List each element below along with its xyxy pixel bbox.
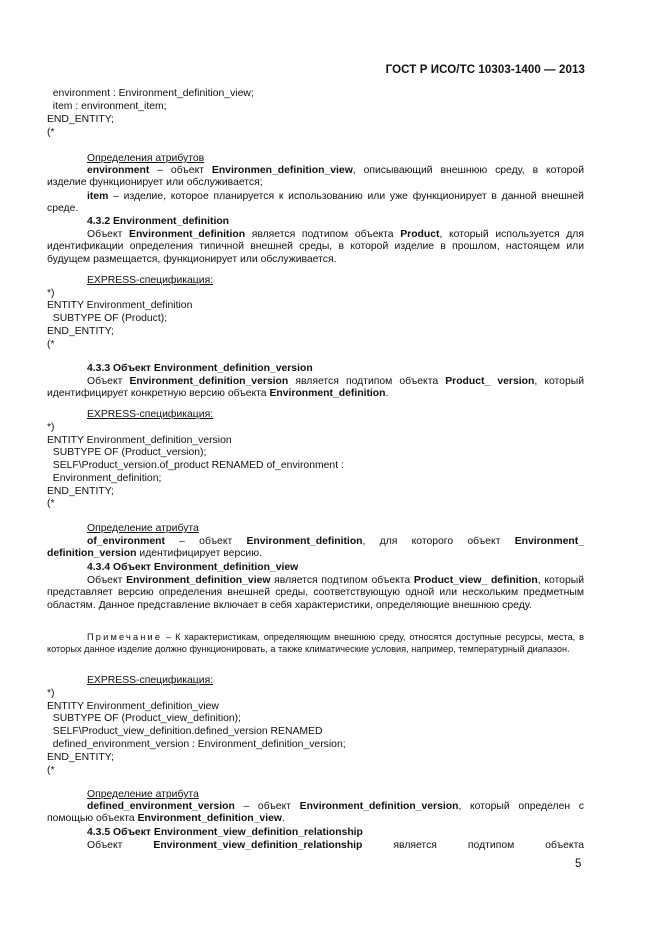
entity-ref: Environment_definition — [246, 536, 363, 547]
section-paragraph — [47, 229, 584, 266]
express-spec-label: EXPRESS-спецификация: — [87, 409, 214, 420]
section-title-4-3-2: 4.3.2 Environment_definition — [87, 216, 230, 227]
section-title-4-3-5: 4.3.5 Объект Environment_view_definition_relationship — [87, 827, 363, 838]
express-spec-label: EXPRESS-спецификация: — [87, 675, 214, 686]
code-line: SUBTYPE OF (Product_view_definition); — [47, 713, 242, 724]
code-line: END_ENTITY; — [47, 326, 114, 337]
note-label: Примечание — [87, 632, 163, 642]
entity-ref: Product — [400, 229, 440, 240]
note-text: – К характеристикам, определяющим внешнюю среду, относятся доступные ресурсы, места, в которых данное изделие должно функционировать, а также климатические условия, например, температурный диапазон. — [47, 632, 584, 654]
text-fragment: является подтипом объекта — [288, 376, 446, 387]
text-fragment: , описывающий внешнюю среду, в которой изделие функционирует или обслуживается; — [47, 165, 584, 189]
entity-name: Environment_view_definition_relationship — [153, 840, 363, 851]
text-fragment: является подтипом объекта — [245, 229, 401, 240]
section-paragraph — [47, 575, 584, 612]
entity-ref: Product_ version — [445, 376, 535, 387]
note — [47, 632, 584, 655]
text-fragment: , который идентифицирует конкретную версию объекта — [47, 376, 584, 400]
text-fragment: является подтипом объекта — [270, 575, 414, 586]
text-fragment: – изделие, которое планируется к использованию или уже функционирует в данной внешней среде. — [47, 191, 584, 215]
code-line: SUBTYPE OF (Product); — [47, 313, 168, 324]
code-line: END_ENTITY; — [47, 114, 114, 125]
section-title-4-3-3: 4.3.3 Объект Environment_definition_version — [87, 363, 313, 374]
code-line: SUBTYPE OF (Product_version); — [47, 447, 207, 458]
text-fragment: – объект — [234, 801, 300, 812]
code-line: *) — [47, 688, 55, 699]
text-fragment: , который используется для идентификации определения типичной внешней среды, в которой изделие в прошлом, настоящем или будущем размещается, функционирует или обслуживается. — [47, 229, 584, 265]
text-fragment: . — [281, 813, 285, 825]
term: item — [87, 191, 109, 202]
code-line: SELF\Product_view_definition.defined_version RENAMED — [47, 726, 323, 737]
code-line: END_ENTITY; — [47, 486, 114, 497]
code-line: ENTITY Environment_definition_version — [47, 435, 232, 446]
entity-ref: Environment_definition — [269, 388, 386, 400]
text-fragment: , который представляет версию определения внешней среды, соответствующую одной или нескольким предметным областям. Данное представление включает в себя характеристики, определяющие внешнюю среду. — [47, 575, 585, 611]
code-line: *) — [47, 422, 55, 433]
attribute-defined-environment-version-definition — [47, 801, 584, 826]
page-number: 5 — [575, 858, 582, 870]
code-line: Environment_definition; — [47, 473, 162, 484]
code-line: ENTITY Environment_definition_view — [47, 701, 219, 712]
standard-header: ГОСТ Р ИСО/ТС 10303-1400 — 2013 — [385, 64, 585, 76]
express-spec-label: EXPRESS-спецификация: — [87, 275, 214, 286]
code-line: (* — [47, 339, 55, 350]
code-line: SELF\Product_version.of_product RENAMED of_environment : — [47, 460, 344, 471]
code-line: END_ENTITY; — [47, 752, 114, 763]
code-line: (* — [47, 498, 55, 509]
section-paragraph — [47, 376, 584, 401]
section-paragraph — [47, 840, 584, 852]
code-line: (* — [47, 765, 55, 776]
text-fragment: Объект — [87, 229, 130, 240]
text-fragment: идентифицирует версию. — [136, 548, 262, 560]
entity-ref: Environment_definition_version — [299, 801, 459, 812]
code-line: environment : Environment_definition_view; — [47, 88, 254, 99]
attribute-heading: Определение атрибута — [87, 789, 199, 800]
code-line: *) — [47, 288, 55, 299]
text-fragment: – объект — [164, 536, 247, 547]
attribute-heading: Определение атрибута — [87, 523, 199, 534]
section-title-4-3-4: 4.3.4 Объект Environment_definition_view — [87, 562, 299, 573]
code-line: defined_environment_version : Environment_definition_version; — [47, 739, 346, 750]
code-line: ENTITY Environment_definition — [47, 300, 193, 311]
code-line: (* — [47, 127, 55, 138]
text-fragment: Объект — [87, 840, 154, 851]
text-fragment: , для которого объект — [362, 536, 515, 547]
entity-ref: Environment_definition_view — [137, 813, 282, 825]
entity-ref: Product_view_ definition — [413, 575, 538, 586]
text-fragment: Объект — [87, 575, 127, 586]
attribute-of-environment-definition — [47, 536, 584, 561]
text-fragment: является подтипом объекта — [362, 840, 584, 851]
attributes-heading: Определения атрибутов — [87, 153, 205, 164]
entity-ref: Environment_ definition_version — [47, 536, 584, 560]
entity-ref: Environmen_definition_view — [211, 165, 353, 176]
text-fragment: – объект — [149, 165, 212, 176]
attribute-item-definition — [47, 191, 584, 216]
term: defined_environment_version — [87, 801, 235, 812]
text-fragment: , который определен с помощью объекта — [47, 801, 584, 825]
attribute-environment-definition — [47, 165, 584, 190]
code-line: item : environment_item; — [47, 101, 167, 112]
text-fragment: . — [385, 388, 389, 400]
term: environment — [87, 165, 150, 176]
entity-name: Environment_definition — [129, 229, 246, 240]
entity-name: Environment_definition_version — [129, 376, 289, 387]
text-fragment: Объект — [87, 376, 130, 387]
entity-name: Environment_definition_view — [126, 575, 271, 586]
term: of_environment — [87, 536, 165, 547]
